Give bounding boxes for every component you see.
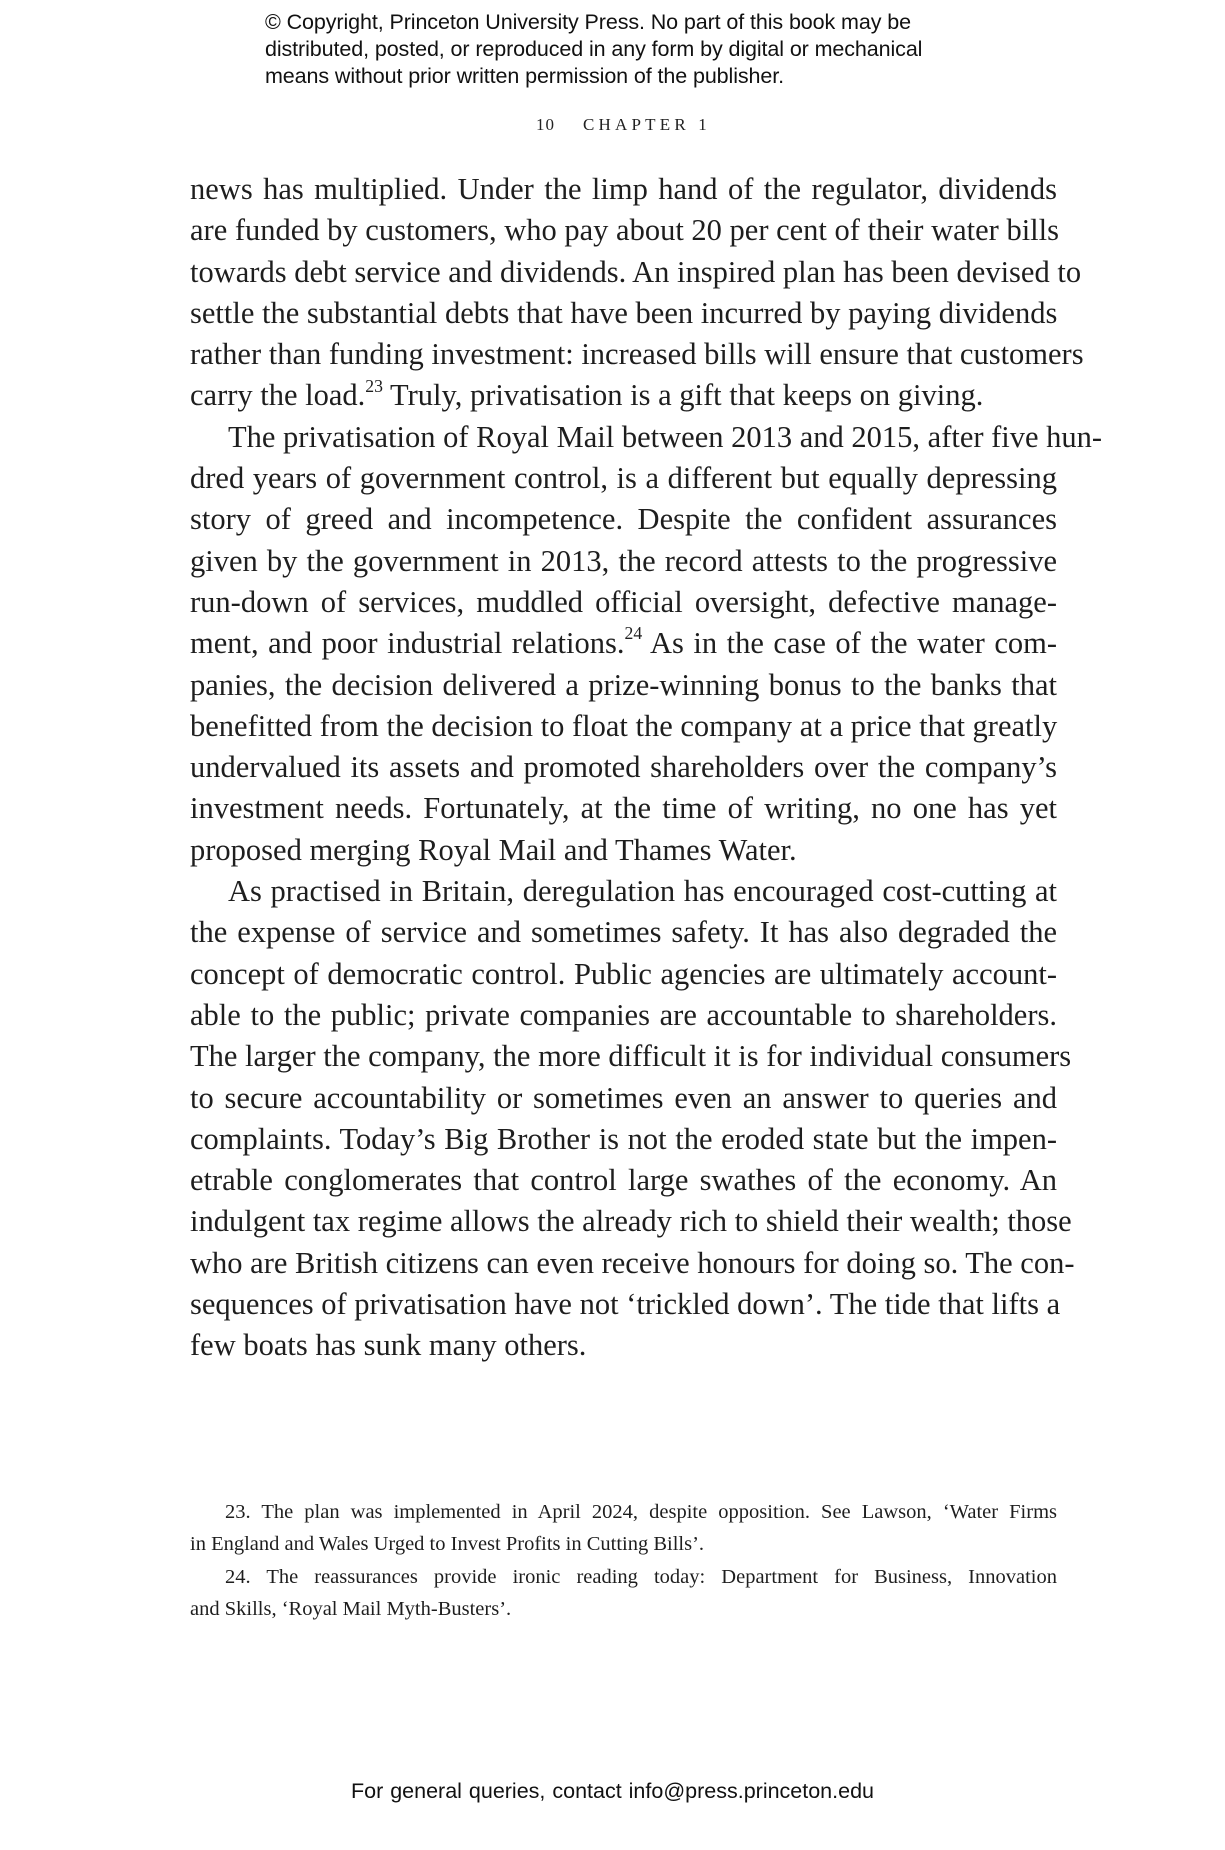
paragraph — [190, 871, 1075, 1367]
text-line: few boats has sunk many others. — [190, 1328, 587, 1363]
text-line: able to the public; private companies are accountable to shareholders. — [190, 997, 1057, 1032]
text-line: investment needs. Fortunately, at the time of writing, no one has yet — [190, 791, 1057, 826]
footnote-reference-24[interactable]: 24 — [624, 623, 643, 644]
text-line: proposed merging Royal Mail and Thames Water. — [190, 832, 797, 867]
text-line: who are British citizens can even receive honours for doing so. The con- — [190, 1245, 1075, 1280]
copyright-line: distributed, posted, or reproduced in any form by digital or mechanical — [265, 37, 923, 61]
text-line: settle the substantial debts that have been incurred by paying dividends — [190, 295, 1058, 330]
text-line — [190, 623, 1057, 664]
text-line: etrable conglomerates that control large swathes of the economy. An — [190, 1163, 1057, 1198]
text-line: indulgent tax regime allows the already rich to shield their wealth; those — [190, 1204, 1072, 1239]
text-line: undervalued its assets and promoted shareholders over the company’s — [190, 750, 1057, 785]
paragraph — [190, 169, 1084, 417]
page-number: 10 — [536, 115, 555, 134]
text-line: news has multiplied. Under the limp hand of the regulator, dividends — [190, 172, 1057, 206]
body-text — [190, 169, 1103, 1367]
text-fragment: Truly, privatisation is a gift that keeps on giving. — [382, 378, 984, 413]
text-line — [190, 375, 1057, 416]
paragraph — [190, 417, 1103, 871]
text-line: the expense of service and sometimes safety. It has also degraded the — [190, 915, 1057, 950]
footnote-line: 23. The plan was implemented in April 2024, despite opposition. See Lawson, ‘Water Firms — [225, 1501, 1057, 1523]
footnote-line: 24. The reassurances provide ironic reading today: Department for Business, Innovation — [225, 1565, 1057, 1588]
footnote-line: in England and Wales Urged to Invest Profits in Cutting Bills’. — [190, 1533, 705, 1556]
text-fragment: carry the load. — [190, 378, 366, 413]
text-line: are funded by customers, who pay about 20 per cent of their water bills — [190, 213, 1059, 248]
text-line: dred years of government control, is a different but equally depressing — [190, 461, 1057, 496]
footnotes — [190, 1496, 1057, 1626]
copyright-notice — [265, 9, 1025, 90]
footer-contact: For general queries, contact info@press.princeton.edu — [350, 1779, 874, 1803]
chapter-label: CHAPTER 1 — [583, 115, 712, 134]
copyright-line: © Copyright, Princeton University Press. No part of this book may be — [265, 10, 911, 34]
text-fragment: As in the case of the water com- — [642, 626, 1057, 661]
footnote-line: and Skills, ‘Royal Mail Myth-Busters’. — [190, 1598, 512, 1621]
text-line: towards debt service and dividends. An inspired plan has been devised to — [190, 254, 1082, 289]
text-line: The larger the company, the more difficult it is for individual consumers — [190, 1039, 1072, 1074]
text-fragment: ment, and poor industrial relations. — [190, 626, 625, 661]
text-line: As practised in Britain, deregulation has encouraged cost-cutting at — [228, 874, 1057, 909]
footnote-23 — [190, 1496, 1057, 1561]
text-line: sequences of privatisation have not ‘trickled down’. The tide that lifts a — [190, 1287, 1061, 1322]
text-line: rather than funding investment: increased bills will ensure that customers — [190, 337, 1084, 372]
copyright-line: means without prior written permission of the publisher. — [265, 64, 785, 88]
footnote-reference-23[interactable]: 23 — [365, 375, 383, 396]
running-head — [0, 113, 1225, 137]
text-line: complaints. Today’s Big Brother is not the eroded state but the impen- — [190, 1121, 1057, 1156]
text-line: run-down of services, muddled official oversight, defective manage- — [190, 584, 1057, 619]
text-line: given by the government in 2013, the record attests to the progressive — [190, 543, 1057, 578]
text-line: panies, the decision delivered a prize-winning bonus to the banks that — [190, 667, 1057, 702]
text-line: The privatisation of Royal Mail between 2013 and 2015, after five hun- — [228, 419, 1103, 454]
text-line: to secure accountability or sometimes even an answer to queries and — [190, 1080, 1057, 1115]
footnote-24 — [190, 1561, 1057, 1626]
text-line: concept of democratic control. Public agencies are ultimately account- — [190, 956, 1057, 991]
text-line: story of greed and incompetence. Despite the confident assurances — [190, 502, 1057, 537]
text-line: benefitted from the decision to float the company at a price that greatly — [190, 708, 1058, 743]
